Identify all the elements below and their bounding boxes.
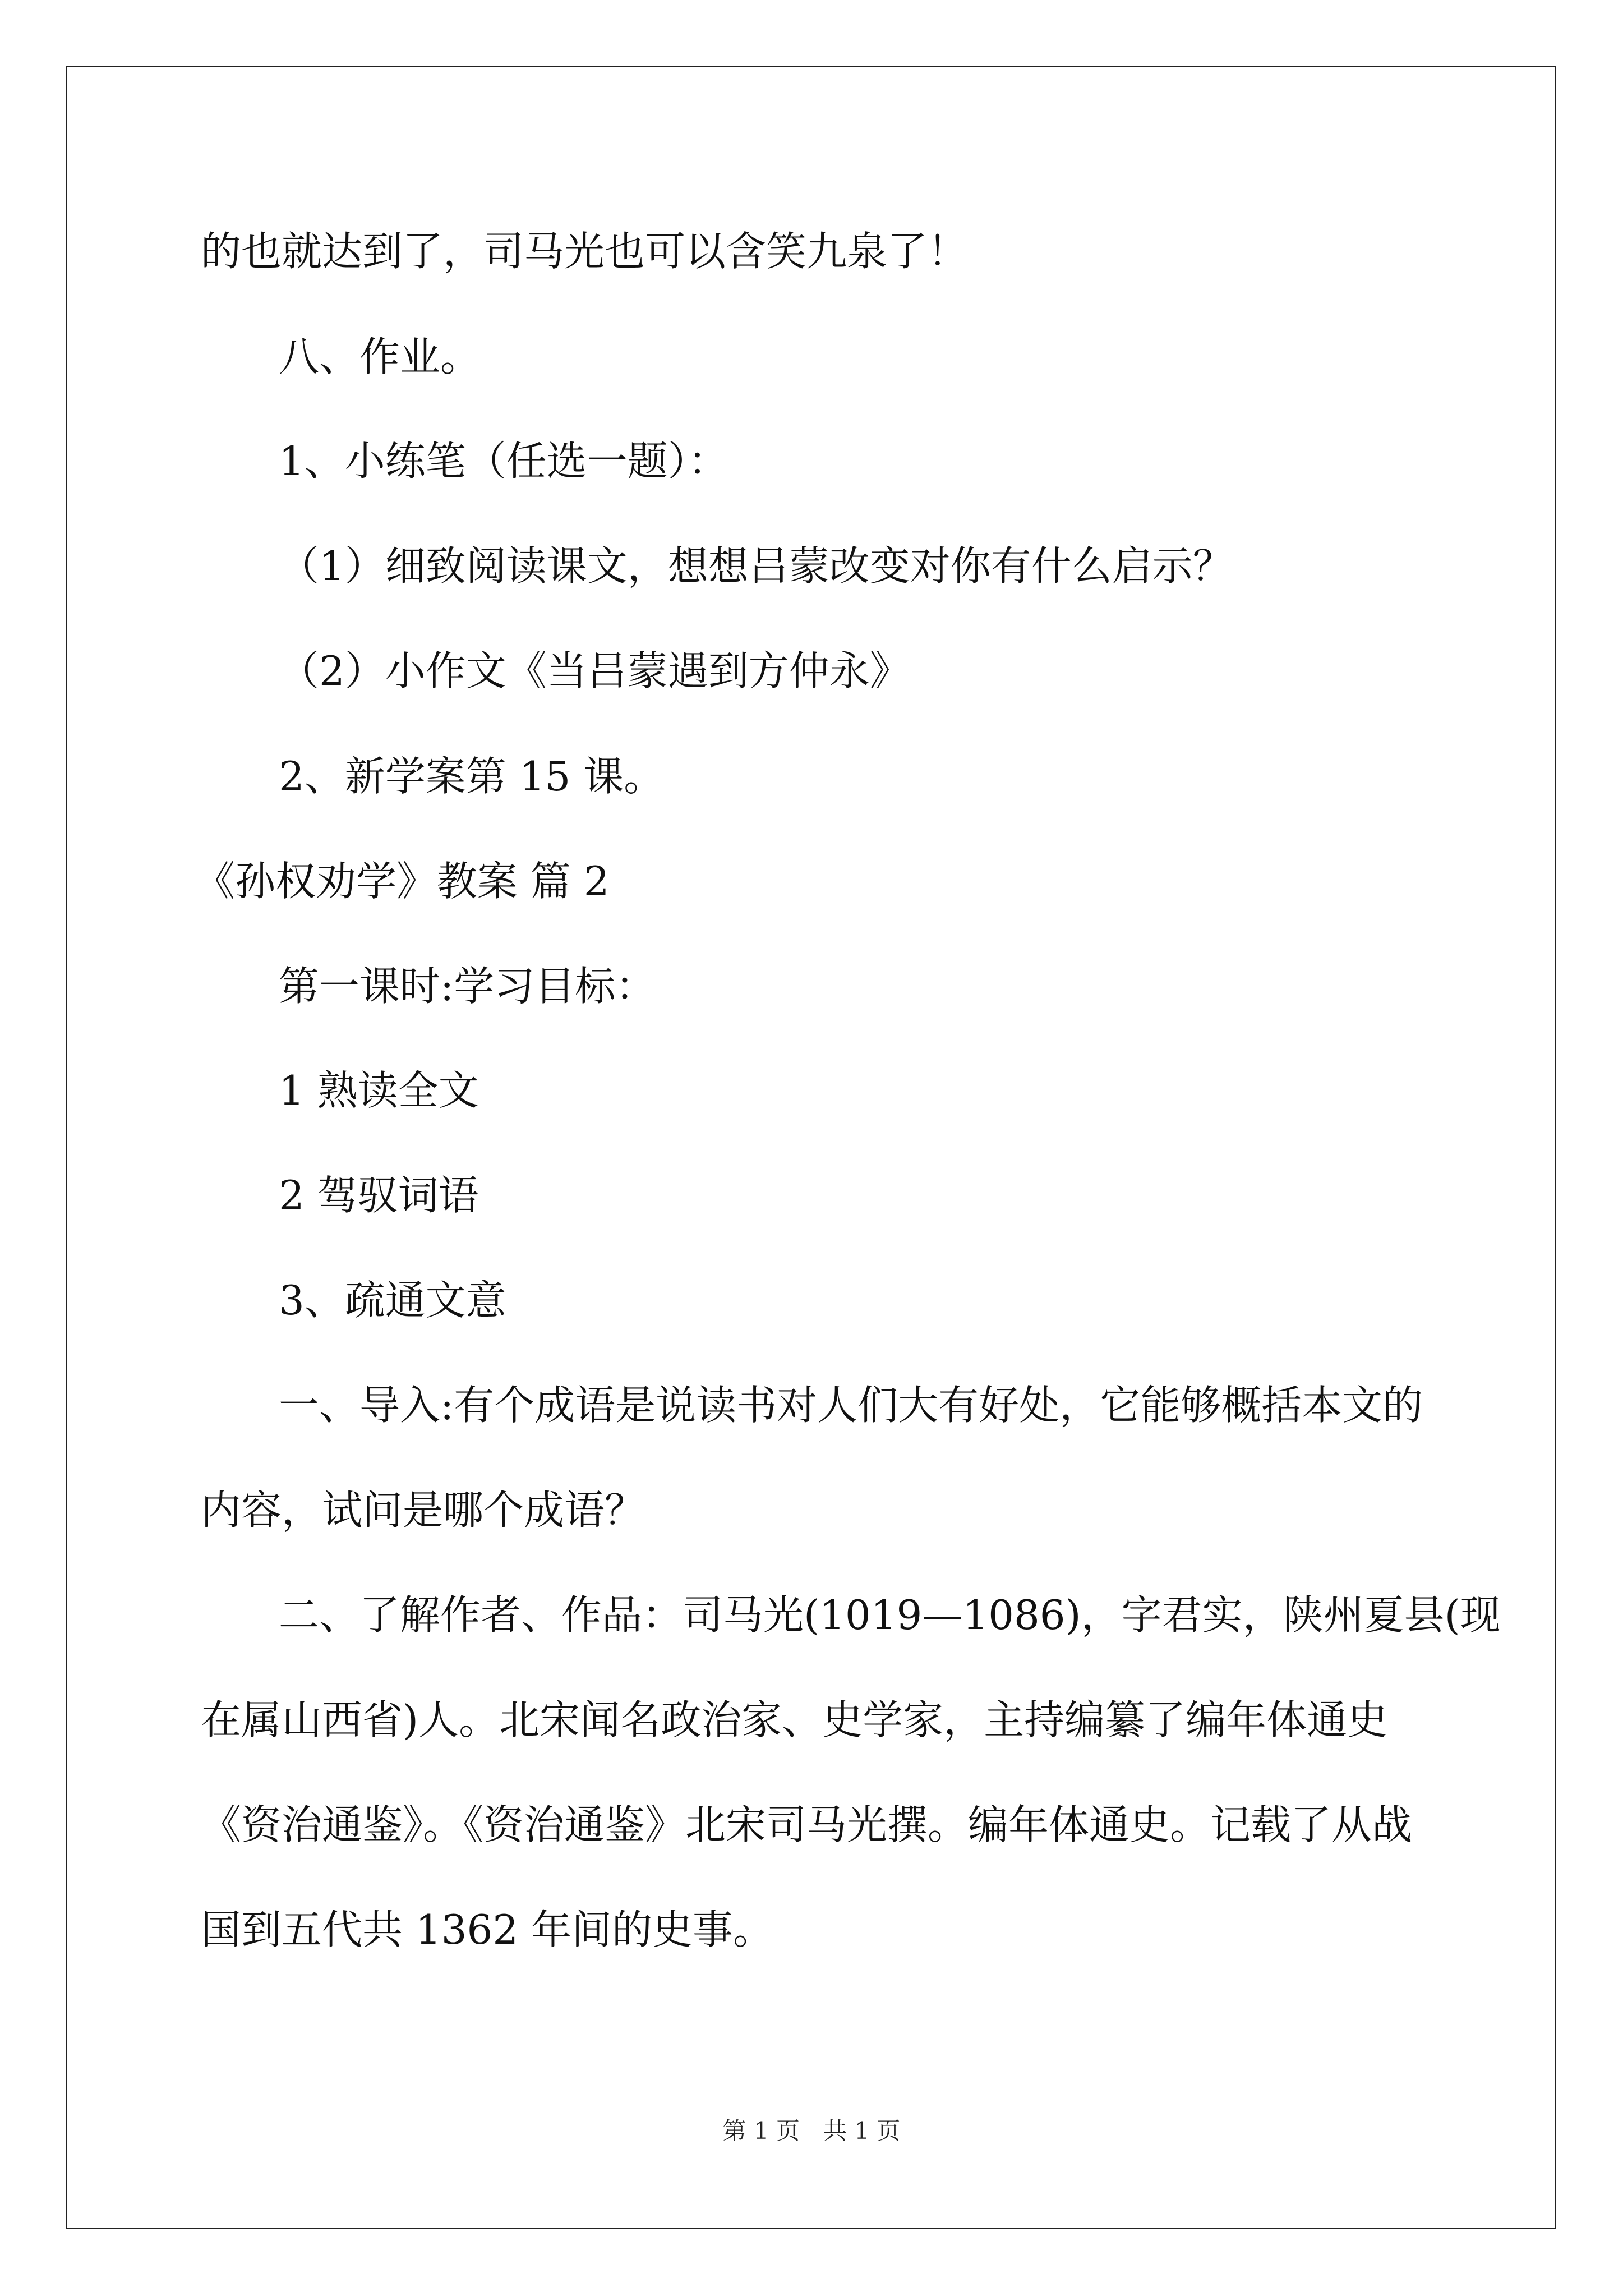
paragraph-line: 国到五代共 1362 年间的史事。 [201,1906,774,1953]
paragraph-line: 的也就达到了，司马光也可以含笑九泉了！ [201,228,969,275]
paragraph-line: 内容，试问是哪个成语？ [201,1487,645,1534]
paragraph-line: 《资治通鉴》。《资治通鉴》北宋司马光撰。编年体通史。记载了从战 [201,1801,1413,1848]
objective-item-2: 2 驾驭词语 [279,1172,479,1219]
paragraph-line: 在属山西省)人。北宋闻名政治家、史学家，主持编纂了编年体通史 [201,1696,1388,1743]
objective-item-1: 1 熟读全文 [279,1067,479,1114]
learning-objectives-heading: 第一课时:学习目标： [279,963,656,1010]
page-border [66,66,1556,2229]
page-footer: 第 1 页 共 1 页 [722,2117,901,2145]
paragraph-line: 一、导入:有个成语是说读书对人们大有好处，它能够概括本文的 [279,1382,1423,1429]
homework-subitem-2: （2）小作文《当吕蒙遇到方仲永》 [279,647,910,694]
objective-item-3: 3、疏通文意 [279,1277,506,1324]
homework-item-1: 1、小练笔（任选一题）： [279,438,728,485]
paragraph-line: 二、了解作者、作品：司马光(1019—1086)，字君实，陕州夏县(现 [279,1591,1501,1639]
lesson-title: 《孙权劝学》教案 篇 2 [195,858,610,905]
section-heading-homework: 八、作业。 [279,333,481,380]
homework-subitem-1: （1）细致阅读课文，想想吕蒙改变对你有什么启示？ [279,542,1233,590]
homework-item-2: 2、新学案第 15 课。 [279,753,665,800]
